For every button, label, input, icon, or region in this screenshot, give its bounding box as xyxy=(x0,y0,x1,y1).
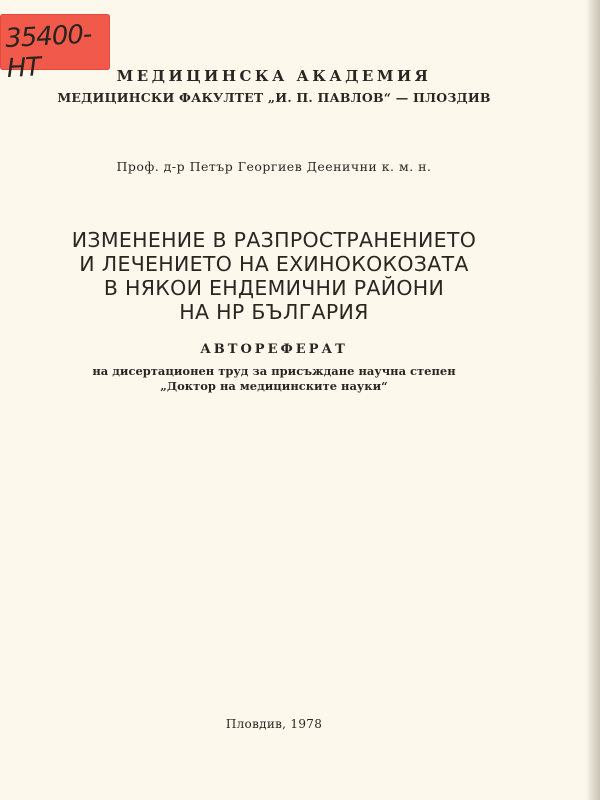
page-edge-shadow xyxy=(586,0,600,800)
faculty-name: МЕДИЦИНСКИ ФАКУЛТЕТ „И. П. ПАВЛОВ“ — ПЛОЗДИВ xyxy=(57,90,491,105)
stamp-number: 35400-НТ xyxy=(4,19,92,84)
academy-name: МЕДИЦИНСКА АКАДЕМИЯ xyxy=(116,67,432,85)
author-line: Проф. д-р Петър Георгиев Деенични к. м. н. xyxy=(116,159,432,174)
library-stamp-sticker xyxy=(0,14,110,84)
title-line: В НЯКОИ ЕНДЕМИЧНИ РАЙОНИ xyxy=(103,276,445,300)
title-line: НА НР БЪЛГАРИЯ xyxy=(179,300,369,324)
description-line: „Доктор на медицинските науки“ xyxy=(160,379,388,393)
document-description xyxy=(0,364,548,394)
place-and-year: Пловдив, 1978 xyxy=(225,717,323,731)
description-line: на дисертационен труд за присъждане научна степен xyxy=(92,364,456,378)
document-title xyxy=(0,228,548,324)
title-line: И ЛЕЧЕНИЕТО НА ЕХИНОКОКОЗАТА xyxy=(79,252,469,276)
title-line: ИЗМЕНЕНИЕ В РАЗПРОСТРАНЕНИЕТО xyxy=(71,228,477,252)
document-type: АВТОРЕФЕРАТ xyxy=(200,342,348,357)
